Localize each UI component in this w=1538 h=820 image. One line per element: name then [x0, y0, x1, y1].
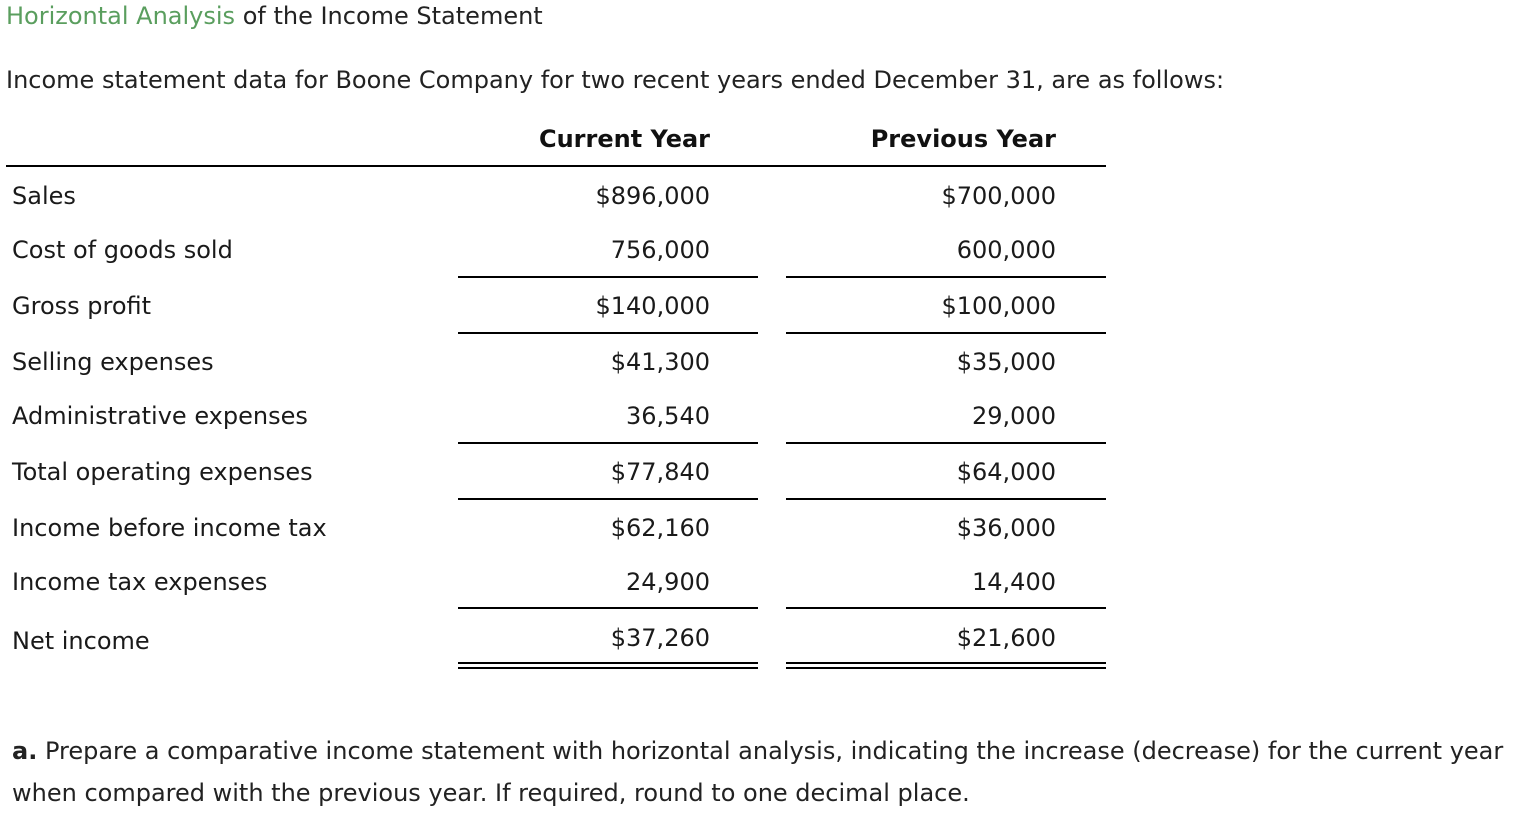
subtotal-rule-previous: [786, 276, 1106, 278]
previous-year-value: $35,000: [956, 348, 1056, 376]
row-label: Net income: [12, 627, 150, 655]
row-label: Administrative expenses: [12, 402, 308, 430]
subtotal-rule-current: [458, 332, 758, 334]
subtotal-rule-current: [458, 276, 758, 278]
previous-year-value: 600,000: [956, 236, 1056, 264]
previous-year-value: $36,000: [956, 514, 1056, 542]
previous-year-value: $64,000: [956, 458, 1056, 486]
table-row-sales: [0, 180, 1110, 212]
current-year-value: $41,300: [610, 348, 710, 376]
current-year-value: 24,900: [626, 568, 710, 596]
table-row-gross-profit: [0, 290, 1110, 322]
current-year-value: $896,000: [595, 182, 710, 210]
intro-text: Income statement data for Boone Company for two recent years ended December 31, are as follows:: [6, 66, 1225, 94]
header-divider: [6, 165, 1106, 167]
subtotal-rule-previous: [786, 498, 1106, 500]
previous-year-value: 14,400: [972, 568, 1056, 596]
table-row-administrative-expenses: [0, 400, 1110, 432]
title-rest: of the Income Statement: [235, 2, 543, 30]
current-year-value: 756,000: [610, 236, 710, 264]
previous-year-value: $100,000: [941, 292, 1056, 320]
table-row-selling-expenses: [0, 346, 1110, 378]
current-year-value: $37,260: [610, 624, 710, 652]
row-label: Income tax expenses: [12, 568, 268, 596]
current-year-value: $77,840: [610, 458, 710, 486]
row-label: Sales: [12, 182, 76, 210]
subtotal-rule-current: [458, 498, 758, 500]
current-year-value: $62,160: [610, 514, 710, 542]
current-year-value: $140,000: [595, 292, 710, 320]
subtotal-rule-previous: [786, 332, 1106, 334]
column-header-previous-year: Previous Year: [870, 125, 1056, 153]
question-text: Prepare a comparative income statement with horizontal analysis, indicating the increase (decrease) for the current year when compared with the previous year. If required, round to one decimal place.: [12, 737, 1504, 807]
question-a: [12, 730, 1532, 814]
table-row-income-tax-expenses: [0, 566, 1110, 598]
previous-year-value: $21,600: [956, 624, 1056, 652]
double-rule-previous: [786, 662, 1106, 669]
row-label: Cost of goods sold: [12, 236, 233, 264]
horizontal-analysis-link[interactable]: Horizontal Analysis: [6, 2, 236, 30]
subtotal-rule-previous: [786, 442, 1106, 444]
table-row-net-income: [0, 622, 1110, 654]
row-label: Gross profit: [12, 292, 152, 320]
double-rule-current: [458, 662, 758, 669]
previous-year-value: 29,000: [972, 402, 1056, 430]
table-row-income-before-income-tax: [0, 512, 1110, 544]
column-header-current-year: Current Year: [538, 125, 710, 153]
page-title: [6, 0, 543, 32]
row-label: Total operating expenses: [12, 458, 313, 486]
subtotal-rule-current: [458, 607, 758, 609]
row-label: Selling expenses: [12, 348, 214, 376]
subtotal-rule-previous: [786, 607, 1106, 609]
current-year-value: 36,540: [626, 402, 710, 430]
table-row-total-operating-expenses: [0, 456, 1110, 488]
previous-year-value: $700,000: [941, 182, 1056, 210]
table-row-cost-of-goods-sold: [0, 234, 1110, 266]
subtotal-rule-current: [458, 442, 758, 444]
row-label: Income before income tax: [12, 514, 327, 542]
question-marker: a.: [12, 737, 38, 765]
